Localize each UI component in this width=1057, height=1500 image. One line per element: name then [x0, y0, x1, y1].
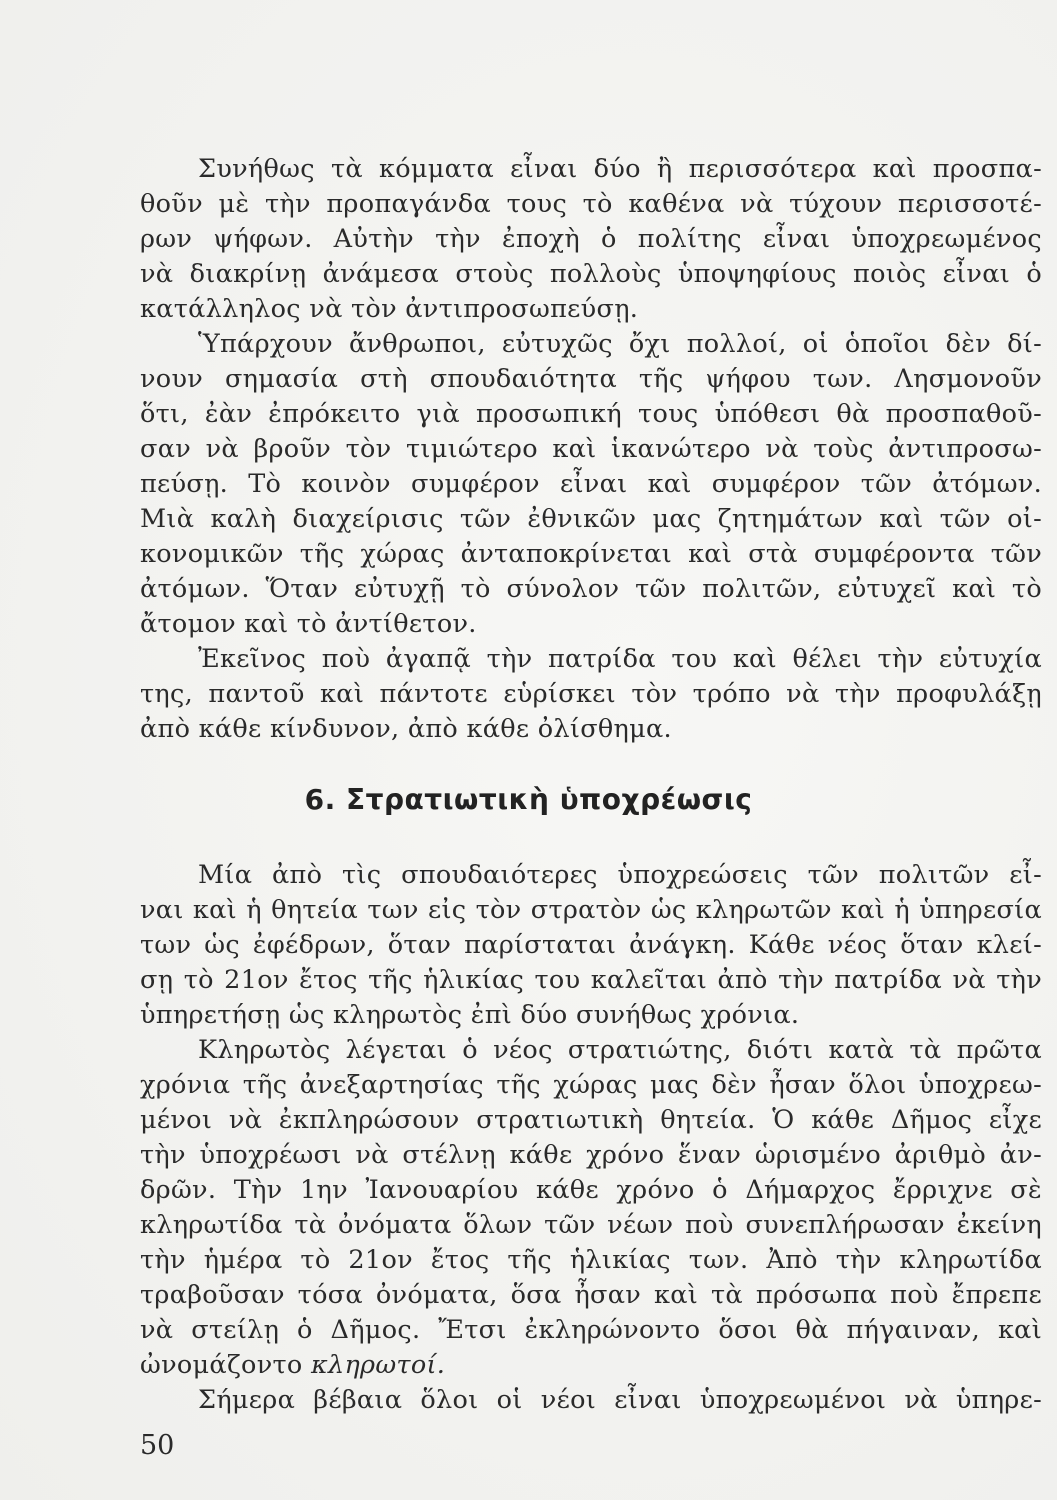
text-line: ἄτομον καὶ τὸ ἀντίθετον.	[140, 609, 477, 639]
text-line: Συνήθως τὰ κόμματα εἶναι δύο ἢ περισσότερα καὶ προσπα-	[198, 154, 1042, 184]
text-line: Ὑπάρχουν ἄνθρωποι, εὐτυχῶς ὄχι πολλοί, οἱ ὁποῖοι δὲν δί-	[198, 329, 1042, 359]
text-line: ἀπὸ κάθε κίνδυνον, ἀπὸ κάθε ὀλίσθημα.	[140, 714, 672, 744]
text-fragment: ὠνομάζοντο	[140, 1350, 303, 1380]
text-line: ὑπηρετήσῃ ὡς κληρωτὸς ἐπὶ δύο συνήθως χρόνια.	[140, 1000, 800, 1030]
text-line: δρῶν. Τὴν 1ην Ἰανουαρίου κάθε χρόνο ὁ Δήμαρχος ἔρριχνε σὲ	[140, 1175, 1042, 1205]
text-line: τὴν ἡμέρα τὸ 21ον ἔτος τῆς ἡλικίας των. Ἀπὸ τὴν κληρωτίδα	[140, 1245, 1042, 1275]
text-line: μένοι νὰ ἐκπληρώσουν στρατιωτικὴ θητεία. Ὁ κάθε Δῆμος εἶχε	[140, 1105, 1042, 1135]
text-line: νὰ διακρίνῃ ἀνάμεσα στοὺς πολλοὺς ὑποψηφίους ποιὸς εἶναι ὁ	[140, 259, 1042, 289]
text-line: Ἐκεῖνος ποὺ ἀγαπᾷ τὴν πατρίδα του καὶ θέλει τὴν εὐτυχία	[198, 644, 1042, 674]
text-line: νὰ στείλῃ ὁ Δῆμος. Ἔτσι ἐκληρώνοντο ὅσοι θὰ πήγαιναν, καὶ	[140, 1315, 1042, 1345]
text-line: κληρωτίδα τὰ ὀνόματα ὅλων τῶν νέων ποὺ συνεπλήρωσαν ἐκείνη	[140, 1210, 1042, 1240]
text-line: ρων ψήφων. Αὐτὴν τὴν ἐποχὴ ὁ πολίτης εἶναι ὑποχρεωμένος	[140, 224, 1042, 254]
text-line: ἀτόμων. Ὅταν εὐτυχῇ τὸ σύνολον τῶν πολιτῶν, εὐτυχεῖ καὶ τὸ	[140, 574, 1042, 604]
text-line: Κληρωτὸς λέγεται ὁ νέος στρατιώτης, διότι κατὰ τὰ πρῶτα	[198, 1035, 1042, 1065]
italic-term: κληρωτοί.	[310, 1350, 446, 1380]
text-line: των ὡς ἐφέδρων, ὅταν παρίσταται ἀνάγκη. Κάθε νέος ὅταν κλεί-	[140, 930, 1042, 960]
text-line: τὴν ὑποχρέωσι νὰ στέλνῃ κάθε χρόνο ἕναν ὡρισμένο ἀριθμὸ ἀν-	[140, 1140, 1042, 1170]
text-line: νουν σημασία στὴ σπουδαιότητα τῆς ψήφου των. Λησμονοῦν	[140, 364, 1042, 394]
page-number: 50	[140, 1430, 175, 1461]
text-line: θοῦν μὲ τὴν προπαγάνδα τους τὸ καθένα νὰ τύχουν περισσοτέ-	[140, 189, 1042, 219]
text-line: ναι καὶ ἡ θητεία των εἰς τὸν στρατὸν ὡς κληρωτῶν καὶ ἡ ὑπηρεσία	[140, 895, 1042, 925]
text-line: ὅτι, ἐὰν ἐπρόκειτο γιὰ προσωπική τους ὑπόθεσι θὰ προσπαθοῦ-	[140, 399, 1042, 429]
text-line: σῃ τὸ 21ον ἔτος τῆς ἡλικίας του καλεῖται ἀπὸ τὴν πατρίδα νὰ τὴν	[140, 965, 1042, 995]
text-line: κατάλληλος νὰ τὸν ἀντιπροσωπεύσῃ.	[140, 294, 639, 324]
text-line: σαν νὰ βροῦν τὸν τιμιώτερο καὶ ἱκανώτερο νὰ τοὺς ἀντιπροσω-	[140, 434, 1042, 464]
section-heading: 6. Στρατιωτικὴ ὑποχρέωσις	[304, 783, 753, 816]
text-line: της, παντοῦ καὶ πάντοτε εὑρίσκει τὸν τρόπο νὰ τὴν προφυλάξῃ	[140, 679, 1042, 709]
text-line: πεύσῃ. Τὸ κοινὸν συμφέρον εἶναι καὶ συμφέρον τῶν ἀτόμων.	[140, 469, 1042, 499]
text-line: Σήμερα βέβαια ὅλοι οἱ νέοι εἶναι ὑποχρεωμένοι νὰ ὑπηρε-	[198, 1385, 1042, 1415]
text-line: χρόνια τῆς ἀνεξαρτησίας τῆς χώρας μας δὲν ἦσαν ὅλοι ὑποχρεω-	[140, 1070, 1042, 1100]
text-line: Μία ἀπὸ τὶς σπουδαιότερες ὑποχρεώσεις τῶν πολιτῶν εἶ-	[198, 860, 1042, 890]
section-2-text	[140, 858, 1042, 1418]
section-1-text	[140, 152, 1042, 747]
text-line: τραβοῦσαν τόσα ὀνόματα, ὅσα ἦσαν καὶ τὰ πρόσωπα ποὺ ἔπρεπε	[140, 1280, 1042, 1310]
text-line: Μιὰ καλὴ διαχείρισις τῶν ἐθνικῶν μας ζητημάτων καὶ τῶν οἰ-	[140, 504, 1042, 534]
text-line	[140, 1348, 1042, 1383]
text-line: κονομικῶν τῆς χώρας ἀνταποκρίνεται καὶ στὰ συμφέροντα τῶν	[140, 539, 1042, 569]
